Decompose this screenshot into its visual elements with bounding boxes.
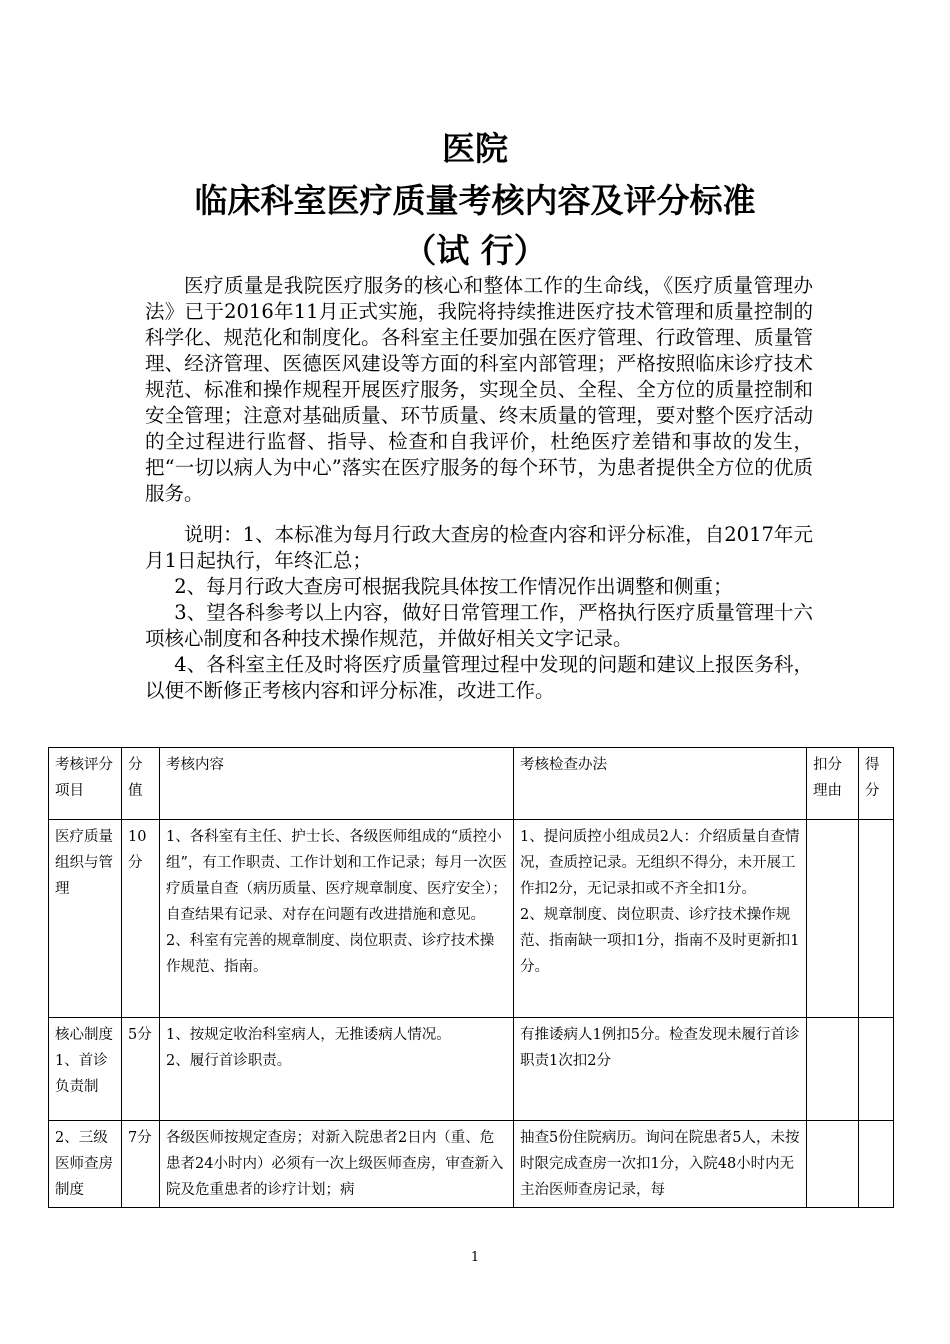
content-line: 各级医师按规定查房；对新入院患者2日内（重、危患者24小时内）必须有一次上级医师查房，审查新入院及危重患者的诊疗计划；病 bbox=[166, 1130, 504, 1198]
row-method bbox=[514, 820, 807, 1018]
intro-paragraph: 医疗质量是我院医疗服务的核心和整体工作的生命线，《医疗质量管理办法》已于2016年11月正式实施，我院将持续推进医疗技术管理和质量控制的科学化、规范化和制度化。各科室主任要加强在医疗管理、行政管理、质量管理、经济管理、医德医风建设等方面的科室内部管理；严格按照临床诊疗技术规范、标准和操作规程开展医疗服务，实现全员、全程、全方位的质量控制和安全管理；注意对基础质量、环节质量、终末质量的管理，要对整个医疗活动的全过程进行监督、指导、检查和自我评价，杜绝医疗差错和事故的发生，把“一切以病人为中心”落实在医疗服务的每个环节，为患者提供全方位的优质服务。 bbox=[145, 274, 813, 505]
note-3: 3、望各科参考以上内容，做好日常管理工作，严格执行医疗质量管理十六项核心制度和各种技术操作规范，并做好相关文字记录。 bbox=[145, 601, 813, 650]
row-score: 5分 bbox=[122, 1018, 160, 1121]
content-line: 2、履行首诊职责。 bbox=[166, 1053, 292, 1069]
row-content bbox=[160, 1018, 514, 1121]
note-2: 2、每月行政大查房可根据我院具体按工作情况作出调整和侧重； bbox=[174, 575, 733, 598]
row-deduction-reason bbox=[807, 1018, 859, 1121]
note-4: 4、各科室主任及时将医疗质量管理过程中发现的问题和建议上报医务科，以便不断修正考核内容和评分标准，改进工作。 bbox=[145, 653, 813, 702]
header-score: 分值 bbox=[122, 748, 160, 820]
table-row bbox=[49, 1018, 894, 1121]
row-deduction-reason bbox=[807, 820, 859, 1018]
row-item: 2、三级医师查房制度 bbox=[49, 1121, 122, 1208]
row-got-score bbox=[859, 1121, 894, 1208]
row-method bbox=[514, 1018, 807, 1121]
row-method bbox=[514, 1121, 807, 1208]
method-line: 1、提问质控小组成员2人：介绍质量自查情况，查质控记录。无组织不得分，未开展工作扣2分，无记录扣或不齐全扣1分。 bbox=[520, 829, 800, 897]
row-item: 医疗质量组织与管理 bbox=[49, 820, 122, 1018]
header-deduction-reason: 扣分理由 bbox=[807, 748, 859, 820]
header-item: 考核评分项目 bbox=[49, 748, 122, 820]
table-row bbox=[49, 1121, 894, 1208]
header-got-score: 得分 bbox=[859, 748, 894, 820]
row-item: 核心制度1、首诊负责制 bbox=[49, 1018, 122, 1121]
document-subtitle: 临床科室医疗质量考核内容及评分标准 bbox=[194, 181, 756, 220]
header-content: 考核内容 bbox=[160, 748, 514, 820]
row-got-score bbox=[859, 1018, 894, 1121]
content-line: 1、按规定收治科室病人，无推诿病人情况。 bbox=[166, 1027, 451, 1043]
row-got-score bbox=[859, 820, 894, 1018]
method-line: 2、规章制度、岗位职责、诊疗技术操作规范、指南缺一项扣1分，指南不及时更新扣1分。 bbox=[520, 907, 800, 975]
row-content bbox=[160, 1121, 514, 1208]
document-title: 医院 bbox=[442, 129, 508, 168]
method-line: 抽查5份住院病历。询问在院患者5人，未按时限完成查房一次扣1分，入院48小时内无主治医师查房记录，每 bbox=[520, 1130, 800, 1198]
content-line: 1、各科室有主任、护士长、各级医师组成的“质控小组”，有工作职责、工作计划和工作记录；每月一次医疗质量自查（病历质量、医疗规章制度、医疗安全）；自查结果有记录、对存在问题有改进措施和意见。 bbox=[166, 829, 507, 923]
header-method: 考核检查办法 bbox=[514, 748, 807, 820]
row-deduction-reason bbox=[807, 1121, 859, 1208]
note-1: 说明：1、本标准为每月行政大查房的检查内容和评分标准，自2017年元月1日起执行，年终汇总； bbox=[145, 523, 813, 572]
row-content bbox=[160, 820, 514, 1018]
assessment-table bbox=[48, 747, 894, 1208]
method-line: 有推诿病人1例扣5分。检查发现未履行首诊职责1次扣2分 bbox=[520, 1027, 800, 1069]
table-row bbox=[49, 820, 894, 1018]
page-number: 1 bbox=[470, 1250, 480, 1265]
row-score: 10分 bbox=[122, 820, 160, 1018]
trial-label: （试 行） bbox=[403, 231, 547, 270]
content-line: 2、科室有完善的规章制度、岗位职责、诊疗技术操作规范、指南。 bbox=[166, 933, 495, 975]
table-header-row bbox=[49, 748, 894, 820]
row-score: 7分 bbox=[122, 1121, 160, 1208]
